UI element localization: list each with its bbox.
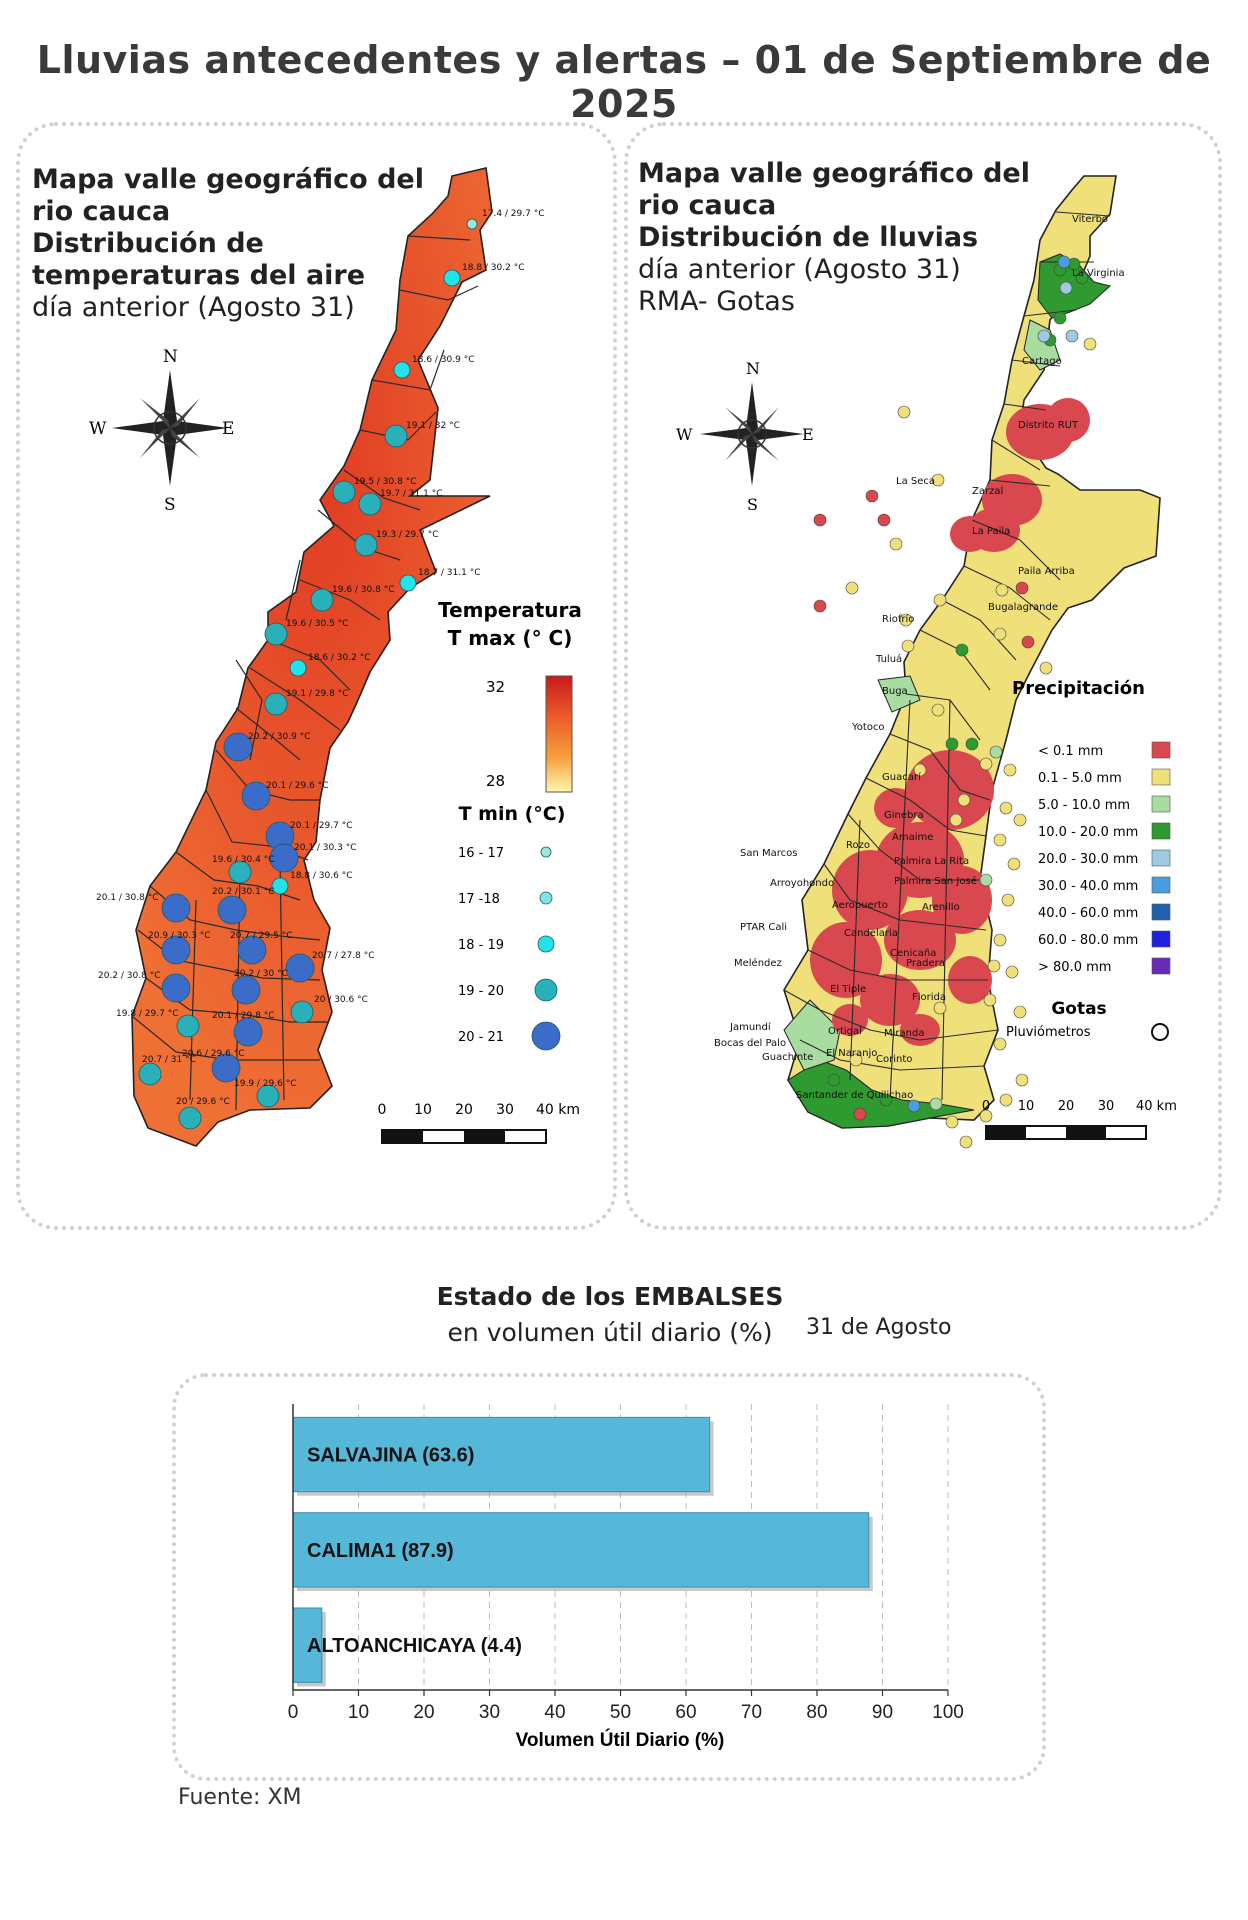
rain-place-label: Palmira La Rita: [894, 856, 970, 867]
source-note: Fuente: XM: [178, 1785, 302, 1810]
temperature-station-label: 19.5 / 30.8 °C: [354, 477, 417, 487]
scale-label: 10: [414, 1102, 432, 1118]
page-title: Lluvias antecedentes y alertas – 01 de Septiembre de 2025: [36, 38, 1212, 126]
rain-title-line-1: Mapa valle geográfico del: [638, 158, 1030, 189]
rain-legend-label: 40.0 - 60.0 mm: [1038, 906, 1139, 921]
rain-place-label: Amaime: [892, 832, 934, 843]
rain-place-label: La Virginia: [1072, 268, 1125, 279]
tmin-legend-label: 16 - 17: [458, 846, 505, 861]
temperature-station-label: 19.6 / 30.8 °C: [332, 585, 395, 595]
rain-place-label: Rozo: [846, 840, 870, 851]
tmin-legend-label: 20 - 21: [458, 1030, 505, 1045]
compass-e: E: [222, 419, 235, 439]
rain-place-label: Jamundí: [730, 1022, 771, 1033]
rain-title-line-2: rio cauca: [638, 190, 777, 221]
rain-place-label: Buga: [882, 686, 908, 697]
temperature-station-label: 20.6 / 29.6 °C: [182, 1049, 245, 1059]
rain-place-label: Cartago: [1022, 356, 1062, 367]
scale-label: 0: [377, 1102, 387, 1118]
rain-place-label: Arenillo: [922, 902, 960, 913]
x-tick-label: 30: [478, 1702, 501, 1723]
temperature-station-label: 20.7 / 29.5 °C: [230, 931, 293, 941]
x-tick-label: 50: [609, 1702, 632, 1723]
rain-place-label: Guachinte: [762, 1052, 814, 1063]
rain-place-label: El Tiple: [830, 984, 867, 995]
rain-place-label: Tuluá: [876, 654, 903, 665]
x-tick-label: 90: [871, 1702, 894, 1723]
scale-label: 30: [496, 1102, 514, 1118]
temperature-station-label: 20 / 30.6 °C: [314, 995, 368, 1005]
temperature-title-line-4: temperaturas del aire: [32, 260, 366, 291]
temperature-title-line-3: Distribución de: [32, 228, 264, 259]
rain-place-label: Corinto: [876, 1054, 913, 1065]
rain-place-label: Paila Arriba: [1018, 566, 1075, 577]
rain-place-label: Meléndez: [734, 958, 782, 969]
rain-place-label: Florida: [912, 992, 947, 1003]
tmax-legend-title: T max (° C): [447, 626, 573, 650]
temperature-station-label: 19.3 / 29.7 °C: [376, 530, 439, 540]
x-tick-label: 0: [287, 1702, 299, 1723]
rain-place-label: Guacarí: [882, 772, 921, 783]
x-tick-label: 60: [675, 1702, 697, 1723]
scale-label: 20: [1057, 1099, 1075, 1114]
rain-subtitle-2: RMA- Gotas: [638, 286, 795, 317]
temperature-station-label: 20.1 / 30.8 °C: [96, 893, 159, 903]
scale-label: 30: [1097, 1099, 1115, 1114]
rain-place-label: Ortigal: [828, 1026, 862, 1037]
rain-title-line-3: Distribución de lluvias: [638, 222, 979, 253]
rain-place-label: Santander de Quilichao: [796, 1090, 914, 1101]
rain-place-label: Miranda: [884, 1028, 925, 1039]
x-tick-label: 70: [740, 1702, 763, 1723]
temperature-station-label: 20.1 / 30.3 °C: [294, 843, 357, 853]
compass-n: N: [746, 359, 760, 378]
scale-label: 40 km: [1136, 1099, 1177, 1114]
temperature-station-label: 18.6 / 30.9 °C: [412, 355, 475, 365]
temperature-station-label: 20.1 / 29.6 °C: [266, 781, 329, 791]
chart-bars: [293, 1417, 873, 1686]
temperature-station-label: 19.7 / 31.1 °C: [380, 489, 443, 499]
rain-place-label: Palmira San José: [894, 876, 977, 887]
compass-s: S: [164, 495, 176, 515]
compass-w: W: [676, 425, 693, 444]
rain-place-label: Viterbo: [1072, 214, 1109, 225]
temperature-station-label: 19.9 / 29.6 °C: [234, 1079, 297, 1089]
temperature-station-label: 20.1 / 29.8 °C: [212, 1011, 275, 1021]
compass-w: W: [89, 419, 107, 439]
rain-place-label: Cenicaña: [890, 948, 937, 959]
rain-legend-label: > 80.0 mm: [1038, 960, 1112, 975]
temperature-station-label: 20.2 / 30 °C: [234, 969, 288, 979]
temperature-legend-title: Temperatura: [438, 598, 582, 622]
rain-place-label: La Seca: [896, 476, 936, 487]
rain-place-label: PTAR Cali: [740, 922, 787, 933]
tmax-high-label: 32: [486, 678, 506, 696]
tmin-legend-label: 17 -18: [458, 892, 500, 907]
compass-e: E: [802, 425, 814, 444]
rain-legend-label: 10.0 - 20.0 mm: [1038, 825, 1139, 840]
x-tick-label: 80: [806, 1702, 828, 1723]
temperature-subtitle: día anterior (Agosto 31): [32, 292, 355, 323]
rain-legend-title: Precipitación: [1012, 678, 1145, 699]
temperature-station-label: 20.2 / 30.8 °C: [98, 971, 161, 981]
temperature-station-label: 18.6 / 30.2 °C: [308, 653, 371, 663]
reservoir-bar-label: CALIMA1 (87.9): [307, 1539, 454, 1562]
scale-label: 0: [981, 1099, 991, 1114]
rain-place-label: Arroyohondo: [770, 878, 835, 889]
temperature-station-label: 19.6 / 30.4 °C: [212, 855, 275, 865]
temperature-station-label: 20.1 / 29.7 °C: [290, 821, 353, 831]
x-tick-label: 10: [347, 1702, 370, 1723]
temperature-station-label: 20.7 / 27.8 °C: [312, 951, 375, 961]
rain-place-label: Pradera: [906, 958, 945, 969]
reservoir-bar-label: SALVAJINA (63.6): [307, 1444, 475, 1467]
x-tick-label: 20: [413, 1702, 435, 1723]
tmax-low-label: 28: [486, 772, 506, 790]
rain-subtitle-1: día anterior (Agosto 31): [638, 254, 961, 285]
rain-place-label: El Naranjo: [826, 1048, 878, 1059]
reservoirs-date: 31 de Agosto: [806, 1315, 952, 1340]
rain-place-label: Zarzal: [972, 486, 1004, 497]
temperature-station-label: 20 / 29.6 °C: [176, 1097, 230, 1107]
rain-place-label: La Paila: [972, 526, 1011, 537]
drops-legend-label: Pluviómetros: [1006, 1025, 1091, 1040]
scale-label: 40 km: [536, 1102, 581, 1118]
temperature-station-label: 20.7 / 31 °C: [142, 1055, 196, 1065]
temperature-station-label: 20.2 / 30.9 °C: [248, 732, 311, 742]
compass-n: N: [163, 347, 178, 367]
rain-place-label: Bocas del Palo: [714, 1038, 787, 1049]
temperature-station-label: 18.7 / 31.1 °C: [418, 568, 481, 578]
rain-legend-label: 30.0 - 40.0 mm: [1038, 879, 1139, 894]
rain-legend-label: < 0.1 mm: [1038, 744, 1104, 759]
rain-place-label: Riofrío: [882, 614, 915, 625]
rain-place-label: Aeropuerto: [832, 900, 888, 911]
compass-s: S: [747, 495, 758, 514]
reservoir-bar-label: ALTOANCHICAYA (4.4): [307, 1635, 522, 1658]
x-tick-label: 100: [932, 1702, 964, 1723]
tmin-legend-title: T min (°C): [458, 803, 566, 825]
rain-place-label: Candelaria: [844, 928, 898, 939]
temperature-station-label: 18.8 / 30.6 °C: [290, 871, 353, 881]
tmin-legend-label: 19 - 20: [458, 984, 505, 999]
rain-place-label: Yotoco: [852, 722, 885, 733]
tmin-legend-label: 18 - 19: [458, 938, 505, 953]
scale-label: 10: [1017, 1099, 1035, 1114]
rain-place-label: Ginebra: [884, 810, 924, 821]
temperature-station-label: 19.1 / 29.8 °C: [286, 689, 349, 699]
temperature-station-label: 18.8 / 30.2 °C: [462, 263, 525, 273]
temperature-station-label: 19.8 / 29.7 °C: [116, 1009, 179, 1019]
reservoirs-subtitle: en volumen útil diario (%): [447, 1318, 773, 1347]
temperature-station-label: 20.9 / 30.3 °C: [148, 931, 211, 941]
temperature-station-label: 19.1 / 32 °C: [406, 421, 460, 431]
temperature-title-line-2: rio cauca: [32, 196, 171, 227]
rain-place-label: Bugalagrande: [988, 602, 1059, 613]
temperature-station-label: 17.4 / 29.7 °C: [482, 209, 545, 219]
drops-legend-title: Gotas: [1051, 999, 1107, 1019]
x-tick-label: 40: [544, 1702, 566, 1723]
rain-legend-label: 20.0 - 30.0 mm: [1038, 852, 1139, 867]
rain-place-label: Distrito RUT: [1018, 420, 1079, 431]
scale-label: 20: [455, 1102, 473, 1118]
temperature-station-label: 19.6 / 30.5 °C: [286, 619, 349, 629]
rain-legend-label: 60.0 - 80.0 mm: [1038, 933, 1139, 948]
temperature-title-line-1: Mapa valle geográfico del: [32, 164, 424, 195]
reservoirs-title: Estado de los EMBALSES: [436, 1282, 784, 1311]
temperature-station-label: 20.2 / 30.1 °C: [212, 887, 275, 897]
rain-place-label: San Marcos: [740, 848, 798, 859]
rain-legend-label: 5.0 - 10.0 mm: [1038, 798, 1131, 813]
rain-legend-label: 0.1 - 5.0 mm: [1038, 771, 1122, 786]
chart-x-axis-label: Volumen Útil Diario (%): [515, 1730, 725, 1751]
